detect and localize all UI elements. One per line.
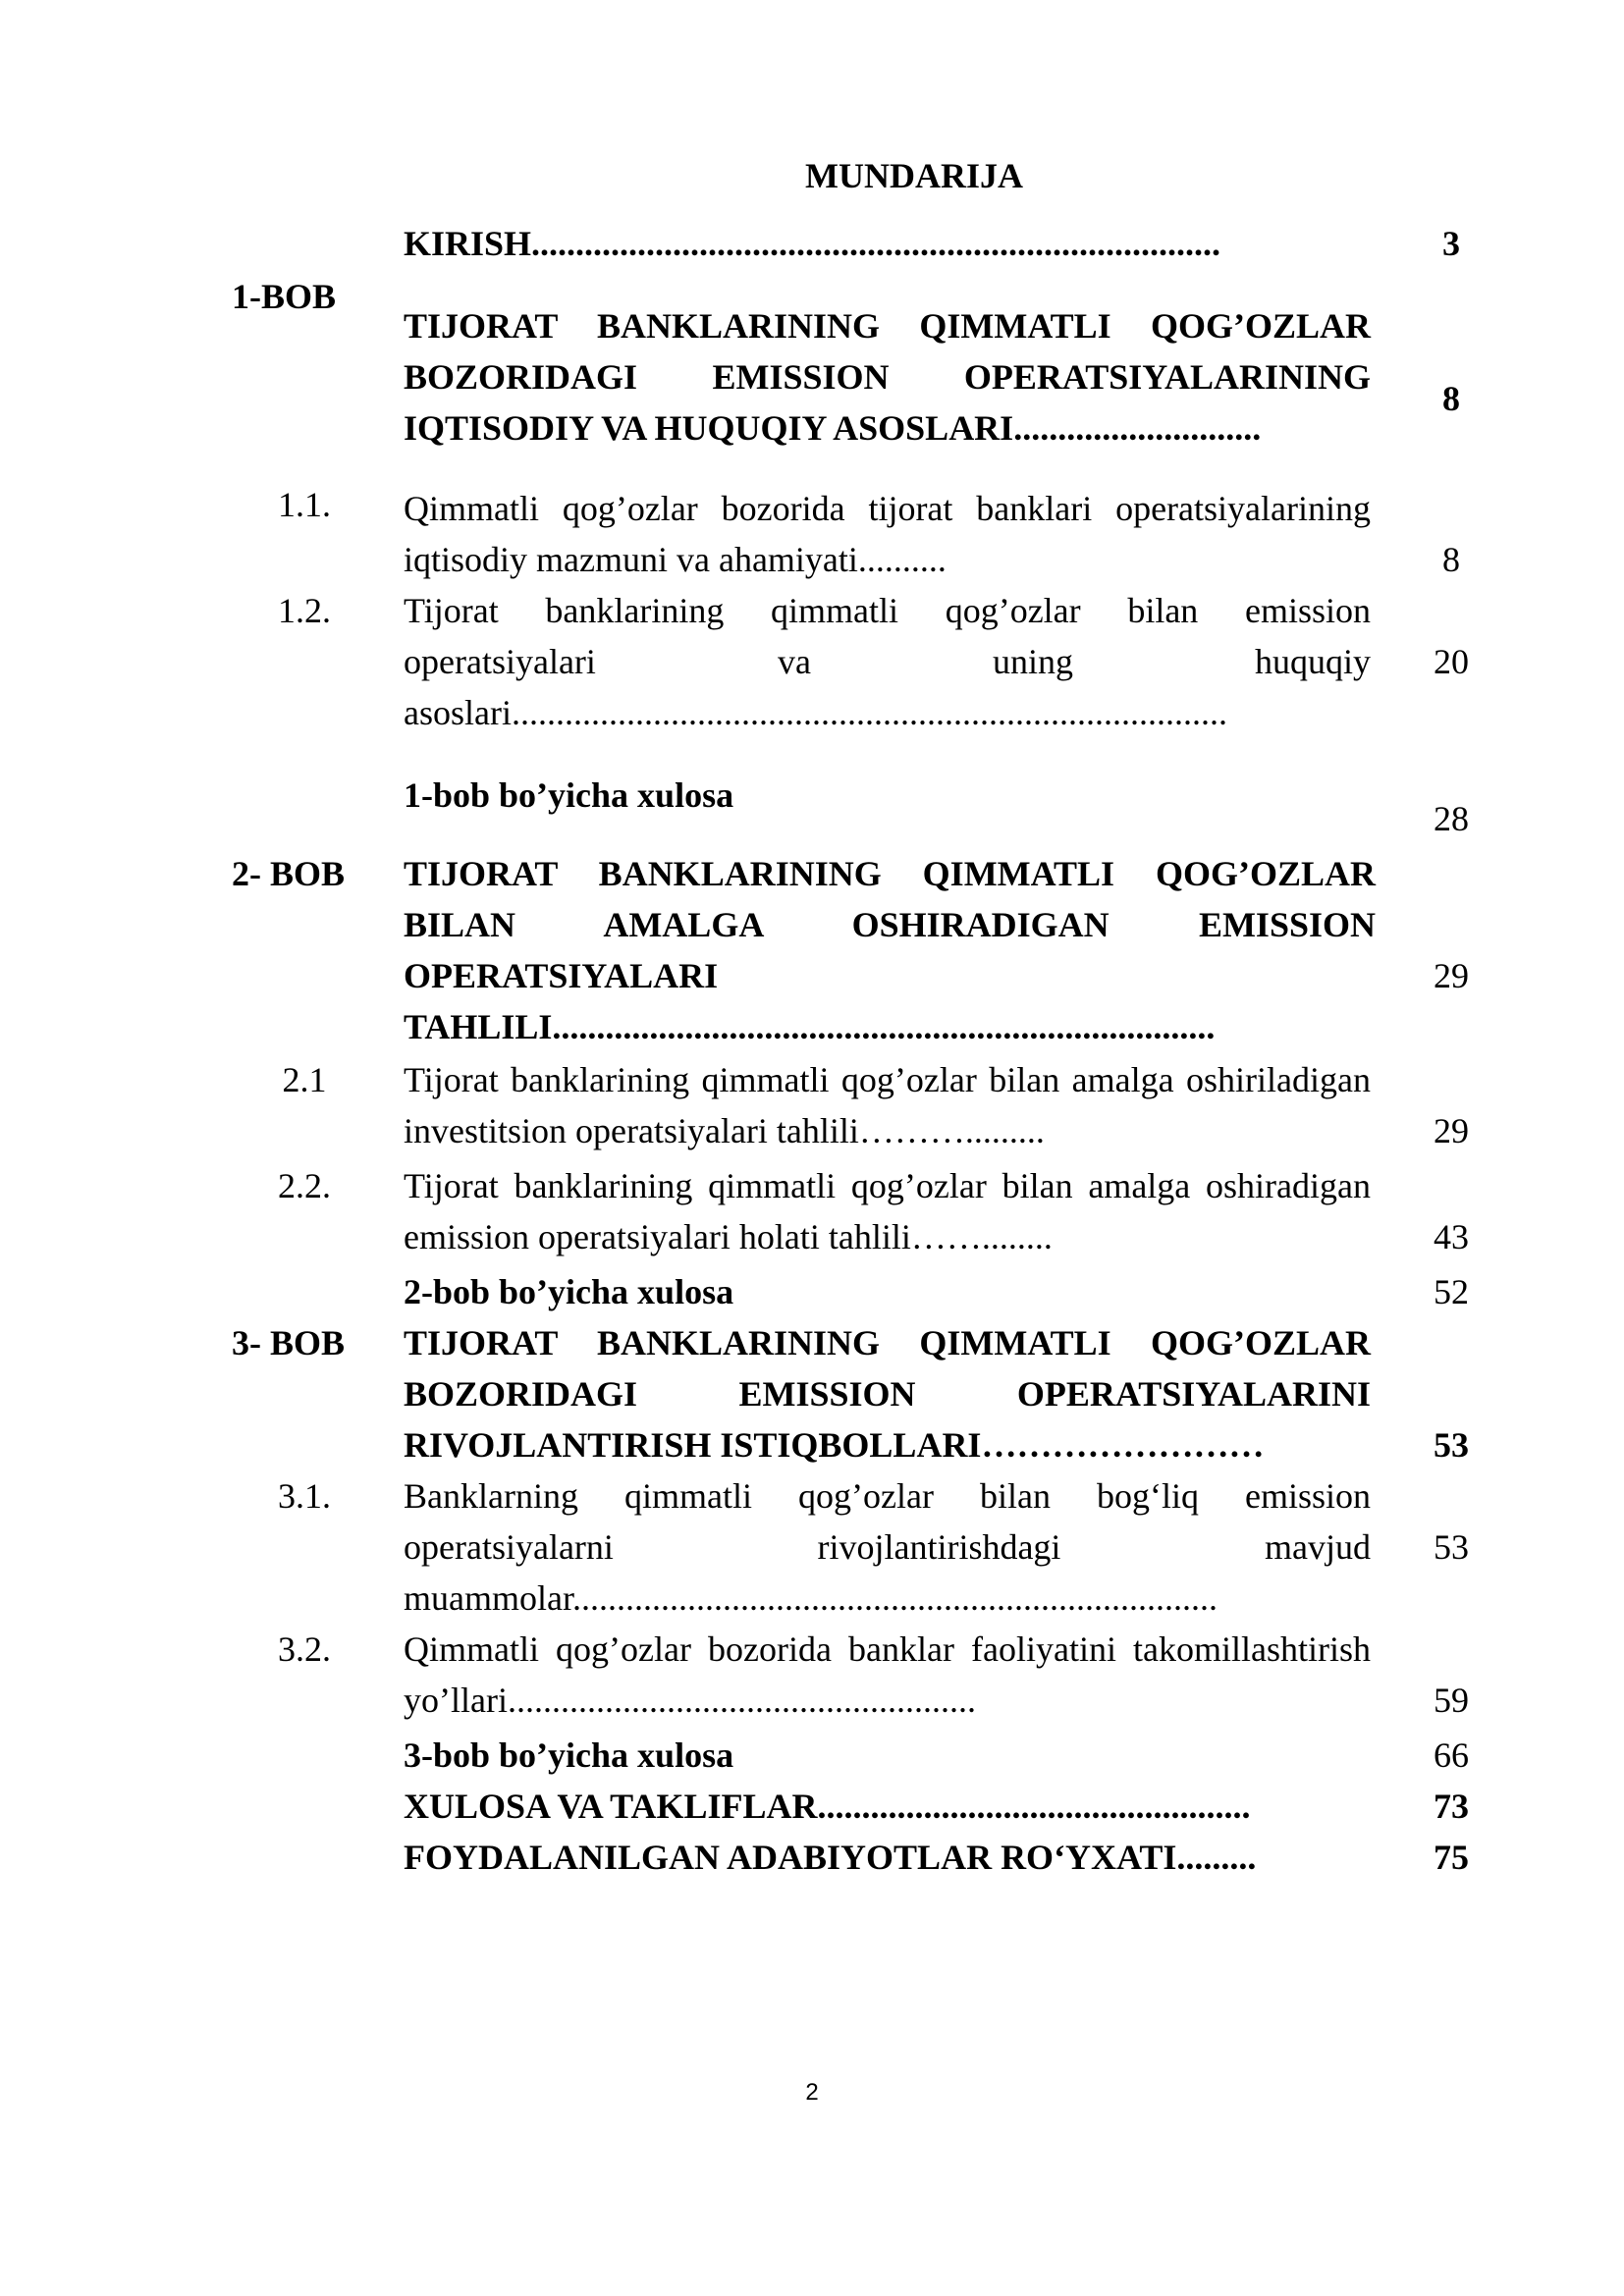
- page-title: MUNDARIJA: [805, 156, 1023, 195]
- toc-page: 3: [1442, 224, 1460, 263]
- toc-page: 29: [1434, 1111, 1469, 1150]
- toc-page: 29: [1434, 956, 1469, 995]
- toc-text: 1-bob bo’yicha xulosa: [404, 775, 734, 815]
- toc-page: 28: [1434, 799, 1469, 838]
- toc-label: 3- BOB: [232, 1323, 346, 1362]
- toc-text: 3-bob bo’yicha xulosa: [404, 1735, 734, 1775]
- toc-page: 8: [1442, 540, 1460, 579]
- toc-label: 2- BOB: [232, 854, 346, 893]
- toc-text: XULOSA VA TAKLIFLAR.................................................: [404, 1787, 1251, 1826]
- toc-label: 3.1.: [278, 1476, 331, 1516]
- toc-label: 3.2.: [278, 1629, 331, 1669]
- toc-page: 8: [1442, 379, 1460, 418]
- toc-page: 43: [1434, 1217, 1469, 1256]
- toc-page: 52: [1434, 1272, 1469, 1311]
- toc-page: 66: [1434, 1735, 1469, 1775]
- toc-text: 2-bob bo’yicha xulosa: [404, 1272, 734, 1311]
- page-number: 2: [805, 2079, 819, 2106]
- toc-page: 73: [1434, 1787, 1469, 1826]
- toc-text: FOYDALANILGAN ADABIYOTLAR RO‘YXATI.........: [404, 1838, 1257, 1877]
- toc-text: TIJORAT BANKLARINING QIMMATLI QOG’OZLAR BILAN AMALGA OSHIRADIGAN EMISSION OPERATSIYALARI TAHLILI...........................................................................: [404, 854, 1376, 1046]
- toc-label: 2.1: [282, 1060, 327, 1099]
- toc-page: 59: [1434, 1681, 1469, 1720]
- toc-text: TIJORAT BANKLARINING QIMMATLI QOG’OZLAR BOZORIDAGI EMISSION OPERATSIYALARINI RIVOJLANTIRISH ISTIQBOLLARI……………………: [404, 1323, 1371, 1465]
- toc-text: Qimmatli qog’ozlar bozorida tijorat banklari operatsiyalarining iqtisodiy mazmuni va ahamiyati..........: [404, 489, 1371, 579]
- toc-label: 1.1.: [278, 485, 331, 524]
- toc-text: KIRISH..............................................................................: [404, 224, 1221, 263]
- toc-text: TIJORAT BANKLARINING QIMMATLI QOG’OZLAR BOZORIDAGI EMISSION OPERATSIYALARINING IQTISODIY VA HUQUQIY ASOSLARI............................: [404, 306, 1371, 448]
- toc-page: 53: [1434, 1527, 1469, 1567]
- toc-label: 1-BOB: [232, 277, 337, 316]
- toc-label: 1.2.: [278, 591, 331, 630]
- toc-text: Tijorat banklarining qimmatli qog’ozlar bilan amalga oshiradigan emission operatsiyalari holati tahlili……........: [404, 1166, 1371, 1256]
- toc-text: Banklarning qimmatli qog’ozlar bilan bog‘liq emission operatsiyalarni rivojlantirishdagi mavjud muammolar.........................................................................: [404, 1476, 1371, 1618]
- toc-label: 2.2.: [278, 1166, 331, 1205]
- toc-text: Qimmatli qog’ozlar bozorida banklar faoliyatini takomillashtirish yo’llari.....................................................: [404, 1629, 1371, 1720]
- toc-text: Tijorat banklarining qimmatli qog’ozlar bilan amalga oshiriladigan investitsion operatsiyalari tahlili……….........: [404, 1060, 1371, 1150]
- toc-page: 75: [1434, 1838, 1469, 1877]
- toc-page: 20: [1434, 642, 1469, 681]
- toc-page: 53: [1434, 1425, 1469, 1465]
- toc-text: Tijorat banklarining qimmatli qog’ozlar bilan emission operatsiyalari va uning huquqiy asoslari.................................................................................: [404, 591, 1371, 732]
